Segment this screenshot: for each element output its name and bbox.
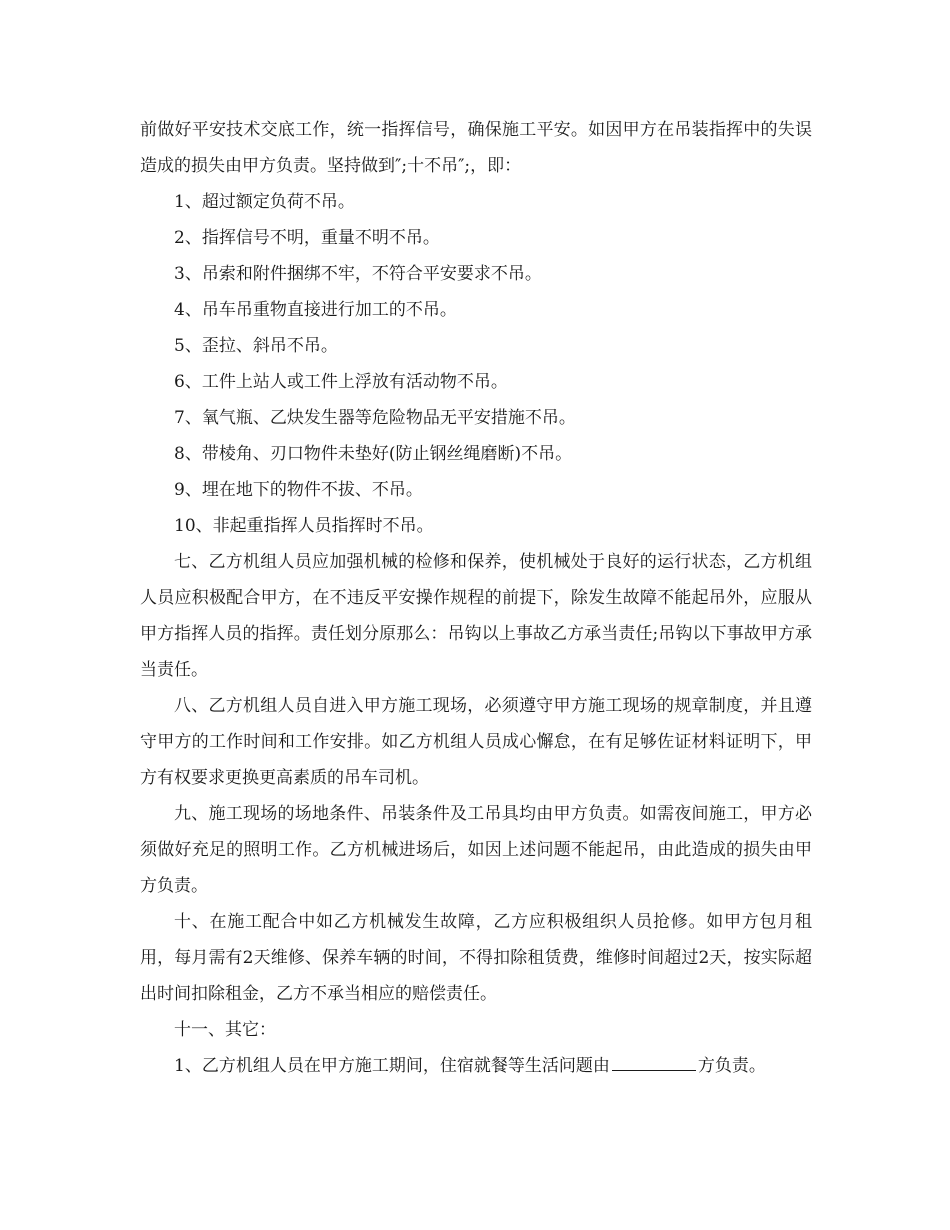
list-item-text-before: 1、乙方机组人员在甲方施工期间，住宿就餐等生活问题由	[174, 1056, 610, 1076]
list-item: 3、吊索和附件捆绑不牢，不符合平安要求不吊。	[174, 264, 542, 284]
list-item-with-blank	[140, 1048, 812, 1084]
paragraph-continuation: 前做好平安技术交底工作，统一指挥信号，确保施工平安。如因甲方在吊装指挥中的失误造成的损失由甲方负责。坚持做到″;十不吊″;，即：	[140, 120, 812, 176]
list-item-text-after: 方负责。	[697, 1056, 766, 1076]
list-item: 7、氧气瓶、乙炔发生器等危险物品无平安措施不吊。	[174, 408, 576, 428]
clause-paragraph: 九、施工现场的场地条件、吊装条件及工吊具均由甲方负责。如需夜间施工，甲方必须做好充足的照明工作。乙方机械进场后，如因上述问题不能起吊，由此造成的损失由甲方负责。	[140, 804, 812, 896]
clause-paragraph: 十、在施工配合中如乙方机械发生故障，乙方应积极组织人员抢修。如甲方包月租用，每月需有2天维修、保养车辆的时间，不得扣除租赁费，维修时间超过2天，按实际超出时间扣除租金，乙方不承当相应的赔偿责任。	[140, 912, 812, 1004]
document-body	[140, 112, 812, 1084]
list-item: 5、歪拉、斜吊不吊。	[174, 336, 338, 356]
fill-in-blank[interactable]	[612, 1048, 696, 1071]
clause-paragraph: 七、乙方机组人员应加强机械的检修和保养，使机械处于良好的运行状态，乙方机组人员应积极配合甲方，在不违反平安操作规程的前提下，除发生故障不能起吊外，应服从甲方指挥人员的指挥。责任划分原那么：吊钩以上事故乙方承当责任;吊钩以下事故甲方承当责任。	[140, 552, 812, 680]
list-item: 8、带棱角、刃口物件未垫好(防止钢丝绳磨断)不吊。	[174, 444, 573, 464]
clause-paragraph: 八、乙方机组人员自进入甲方施工现场，必须遵守甲方施工现场的规章制度，并且遵守甲方的工作时间和工作安排。如乙方机组人员成心懈怠，在有足够佐证材料证明下，甲方有权要求更换更高素质的吊车司机。	[140, 696, 812, 788]
section-heading: 十一、其它：	[174, 1020, 276, 1040]
list-item: 9、埋在地下的物件不拔、不吊。	[174, 480, 423, 500]
list-item: 1、超过额定负荷不吊。	[174, 192, 355, 212]
list-item: 4、吊车吊重物直接进行加工的不吊。	[174, 300, 457, 320]
list-item: 10、非起重指挥人员指挥时不吊。	[174, 516, 434, 536]
list-item: 6、工件上站人或工件上浮放有活动物不吊。	[174, 372, 508, 392]
list-item: 2、指挥信号不明，重量不明不吊。	[174, 228, 440, 248]
